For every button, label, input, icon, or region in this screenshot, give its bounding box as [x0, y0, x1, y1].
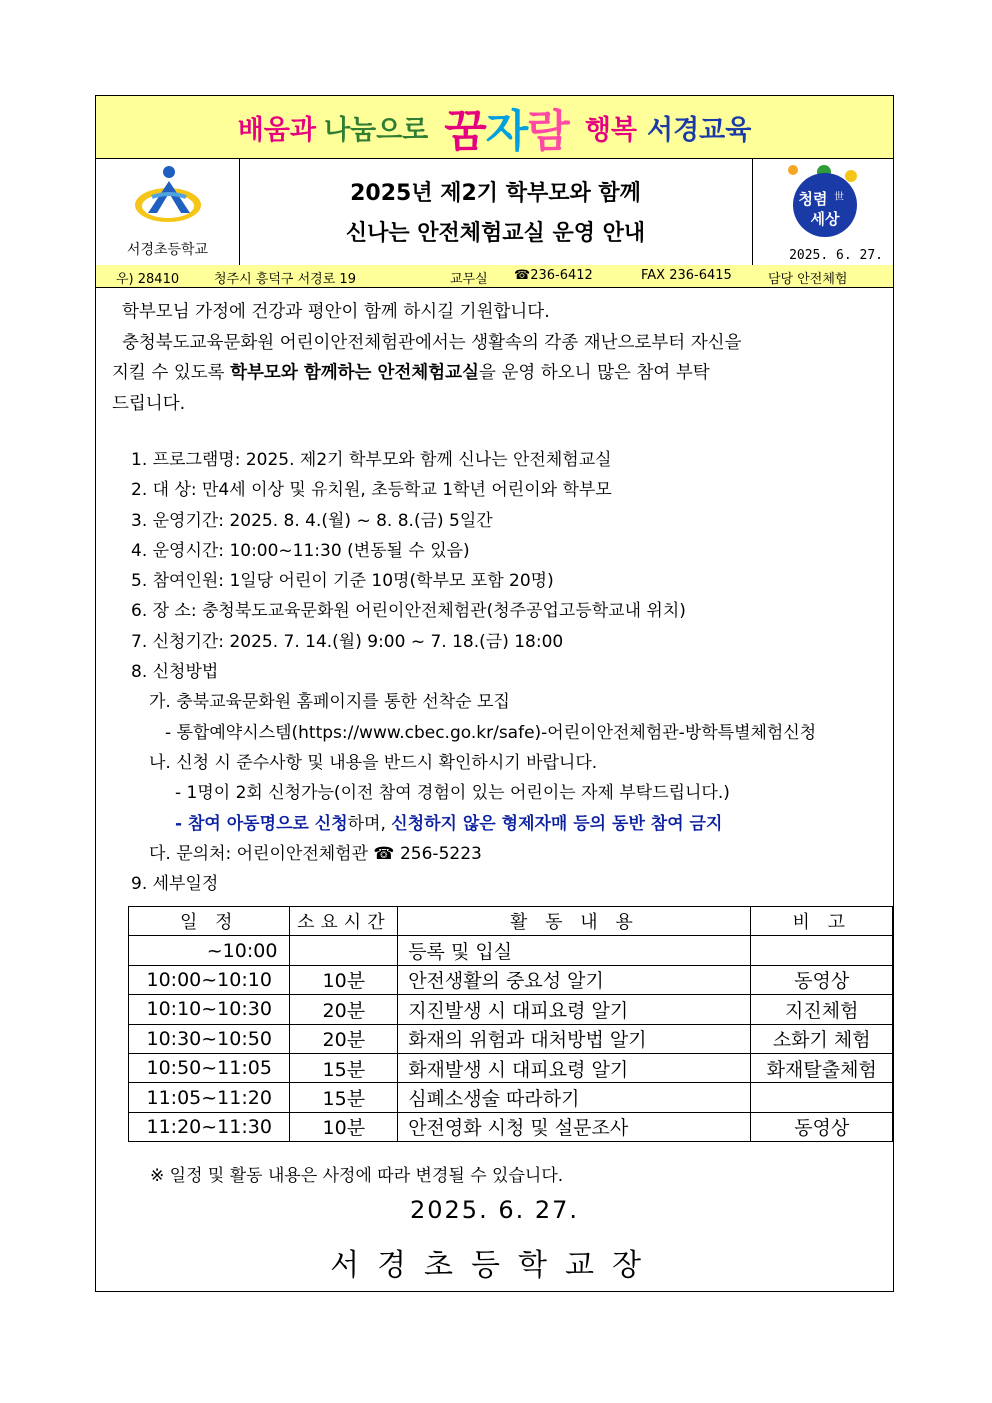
header-date: 2025. 6. 27.	[789, 248, 883, 263]
apply-rule-2: - 참여 아동명으로 신청하며, 신청하지 않은 형제자매 등의 동반 참여 금지	[175, 813, 723, 834]
svg-text:청렴: 청렴	[798, 190, 828, 208]
document-frame	[95, 95, 894, 1292]
svg-text:세상: 세상	[810, 210, 840, 228]
intro-emphasis: 학부모와 함께하는 안전체험교실	[230, 363, 479, 383]
table-row: 10:50~11:05 15분 화재발생 시 대피요령 알기 화재탈출체험	[129, 1053, 893, 1082]
office-label: 교무실	[450, 272, 488, 287]
slogan-part4: 행복	[584, 114, 637, 146]
apply-rule-1: - 1명이 2회 신청가능(이전 참여 경험이 있는 어린이는 자제 부탁드립니다.)	[175, 783, 730, 804]
program-details	[131, 445, 816, 899]
item-schedule-heading: 9. 세부일정	[131, 874, 219, 895]
item-program-name: 1. 프로그램명: 2025. 제2기 학부모와 함께 신나는 안전체험교실	[131, 450, 612, 470]
contact-person: 담당 안전체험	[768, 272, 848, 287]
table-row: 10:30~10:50 20분 화재의 위험과 대처방법 알기 소화기 체험	[129, 1024, 893, 1053]
school-name: 서경초등학교	[126, 242, 209, 258]
item-hours: 4. 운영시간: 10:00~11:30 (변동될 수 있음)	[131, 540, 470, 561]
intro-line3: 지킬 수 있도록 학부모와 함께하는 안전체험교실을 운영 하오니 많은 참여 부탁	[112, 363, 710, 383]
header-activity: 활 동 내 용	[398, 907, 751, 936]
schedule-note: ※ 일정 및 활동 내용은 사정에 따라 변경될 수 있습니다.	[150, 1166, 564, 1186]
apply-contact: 다. 문의처: 어린이안전체험관 ☎ 256-5223	[149, 843, 482, 864]
emblem-cell	[752, 158, 893, 265]
address-bar	[96, 265, 893, 288]
table-row: 10:00~10:10 10분 안전생활의 중요성 알기 동영상	[129, 965, 893, 994]
slogan-dream: 꿈자람	[444, 106, 569, 157]
street-address: 청주시 흥덕구 서경로 19	[214, 272, 356, 287]
title-cell	[239, 158, 753, 265]
item-target: 2. 대 상: 만4세 이상 및 유치원, 초등학교 1학년 어린이와 학부모	[131, 480, 612, 501]
schedule-table	[128, 906, 893, 1142]
table-row: ~10:00 등록 및 입실	[129, 936, 893, 965]
school-logo-cell	[96, 158, 240, 265]
integrity-emblem-icon	[779, 160, 869, 242]
item-apply-period: 7. 신청기간: 2025. 7. 14.(월) 9:00 ~ 7. 18.(금) 18:00	[131, 631, 564, 652]
apply-method-b: 나. 신청 시 준수사항 및 내용을 반드시 확인하시기 바랍니다.	[149, 752, 598, 773]
slogan-part1: 배움과	[237, 114, 316, 146]
table-row: 11:05~11:20 15분 심폐소생술 따라하기	[129, 1083, 893, 1112]
svg-text:世: 世	[834, 192, 844, 203]
header-time: 일 정	[129, 907, 290, 936]
apply-method-a: 가. 충북교육문화원 홈페이지를 통한 선착순 모집	[149, 692, 510, 713]
zip-code: 우) 28410	[116, 272, 180, 287]
letter-header	[96, 158, 893, 266]
apply-method-a-link: - 통합예약시스템(https://www.cbec.go.kr/safe)-어린이안전체험관-방학특별체험신청	[165, 722, 817, 743]
principal-signature: 서경초등학교장	[330, 1248, 659, 1283]
document-title-line1: 2025년 제2기 학부모와 함께	[350, 181, 641, 206]
table-row: 10:10~10:30 20분 지진발생 시 대피요령 알기 지진체험	[129, 995, 893, 1024]
intro-paragraph	[112, 297, 742, 419]
office-phone: ☎236-6412	[514, 268, 593, 283]
header-remarks: 비 고	[751, 907, 893, 936]
slogan-part2: 나눔으로	[323, 114, 429, 146]
item-apply-method: 8. 신청방법	[131, 662, 219, 683]
header-duration: 소요시간	[290, 907, 398, 936]
slogan-banner	[96, 96, 893, 159]
signature-date: 2025. 6. 27.	[409, 1196, 580, 1224]
intro-line4: 드립니다.	[112, 393, 186, 414]
document-title-line2: 신나는 안전체험교실 운영 안내	[345, 221, 646, 246]
item-capacity: 5. 참여인원: 1일당 어린이 기준 10명(학부모 포함 20명)	[131, 571, 554, 592]
intro-line1: 학부모님 가정에 건강과 평안이 함께 하시길 기원합니다.	[122, 302, 550, 322]
fax-number: FAX 236-6415	[641, 268, 732, 283]
table-row: 11:20~11:30 10분 안전영화 시청 및 설문조사 동영상	[129, 1112, 893, 1141]
slogan-part5: 서경교육	[646, 114, 752, 146]
item-period: 3. 운영기간: 2025. 8. 4.(월) ~ 8. 8.(금) 5일간	[131, 510, 493, 531]
item-location: 6. 장 소: 충청북도교육문화원 어린이안전체험관(청주공업고등학교내 위치)	[131, 601, 686, 622]
intro-line2: 충청북도교육문화원 어린이안전체험관에서는 생활속의 각종 재난으로부터 자신을	[122, 332, 742, 353]
school-logo-icon	[132, 163, 204, 225]
schedule-header-row	[129, 907, 893, 936]
